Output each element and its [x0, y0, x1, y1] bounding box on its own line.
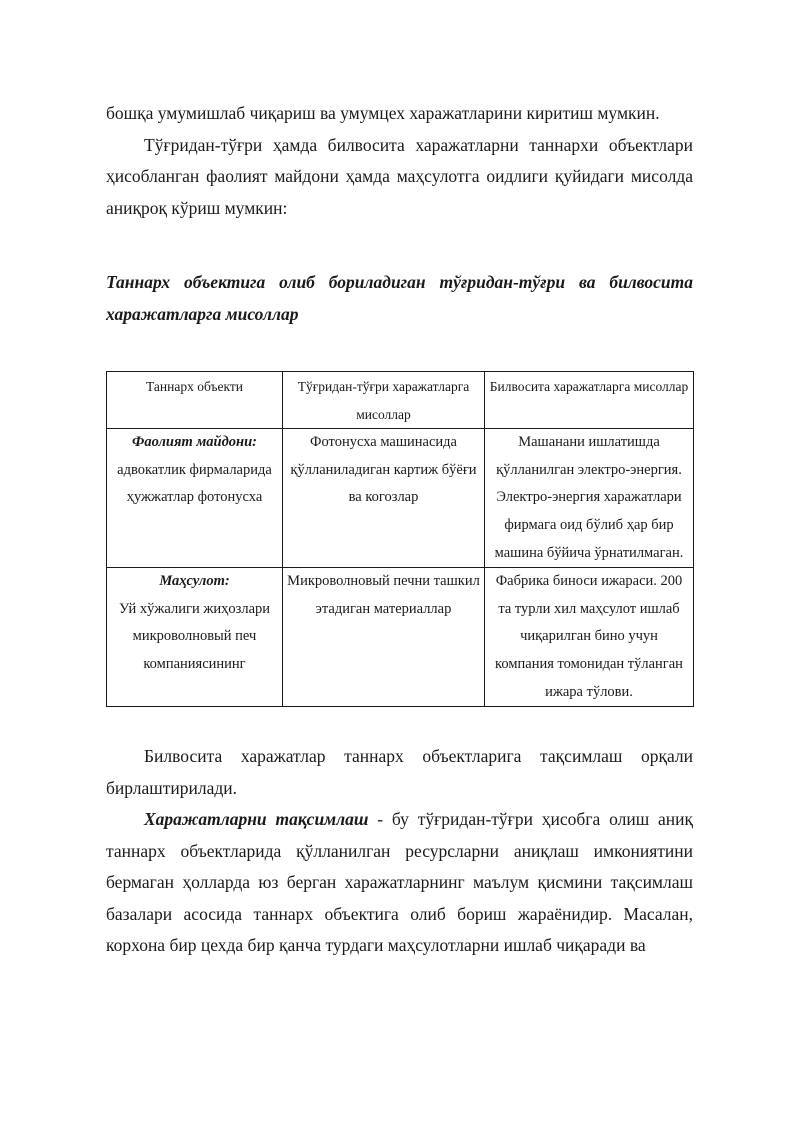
header-cost-object: Таннарх объекти [107, 372, 283, 429]
cost-examples-table [106, 371, 694, 707]
header-indirect-costs: Билвосита харажатларга мисоллар [485, 372, 694, 429]
paragraph-4 [106, 804, 693, 962]
paragraph-3: Билвосита харажатлар таннарх объектларига тақсимлаш орқали бирлаштирилади. [106, 746, 693, 798]
row-title: Фаолият майдони: [132, 434, 257, 451]
row-object-text: адвокатлик фирмаларида ҳужжатлар фотонусха [117, 461, 272, 506]
paragraph-2: Тўғридан-тўғри ҳамда билвосита харажатларни таннархи объектлари ҳисобланган фаолият майдони ҳамда маҳсулотга оидлиги қуйидаги мисолда аниқроқ кўриш мумкин: [106, 134, 693, 218]
cost-object-cell [107, 568, 283, 707]
cost-object-cell [107, 429, 283, 568]
table-header-row [107, 372, 694, 429]
document-page [106, 98, 693, 962]
table-heading: Таннарх объектига олиб бориладиган тўғридан-тўғри ва билвосита харажатларга мисоллар [106, 272, 693, 324]
paragraph-4-text: - бу тўғридан-тўғри ҳисобга олиш аниқ таннарх объектларида қўлланилган ресурсларни аниқлаш имкониятини бермаган ҳолларда юз берган харажатларнинг маълум қисмини тақсимлаш базалари асосида таннарх объектига олиб бориш жараёнидир. Масалан, корхона бир цехда бир қанча турдаги маҳсулотларни ишлаб чиқаради ва [106, 809, 693, 956]
direct-cost-cell: Микроволновый печни ташкил этадиган материаллар [283, 568, 485, 707]
row-object-text: Уй хўжалиги жиҳозлари микроволновый печ компаниясининг [118, 600, 271, 672]
indirect-cost-cell: Фабрика биноси ижараси. 200 та турли хил маҳсулот ишлаб чиқарилган бино учун компания томонидан тўланган ижара тўлови. [485, 568, 694, 707]
header-direct-costs: Тўғридан-тўғри харажатларга мисоллар [283, 372, 485, 429]
table-row [107, 429, 694, 568]
indirect-cost-cell: Машанани ишлатишда қўлланилган электро-энергия. Электро-энергия харажатлари фирмага оид бўлиб ҳар бир машина бўйича ўрнатилмаган. [485, 429, 694, 568]
paragraph-1: бошқа умумишлаб чиқариш ва умумцех харажатларини киритиш мумкин. [106, 103, 660, 123]
direct-cost-cell: Фотонусха машинасида қўлланиладиган картиж бўёғи ва когозлар [283, 429, 485, 568]
row-title: Маҳсулот: [159, 573, 230, 590]
term-cost-allocation: Харажатларни тақсимлаш [144, 809, 369, 830]
table-row [107, 568, 694, 707]
